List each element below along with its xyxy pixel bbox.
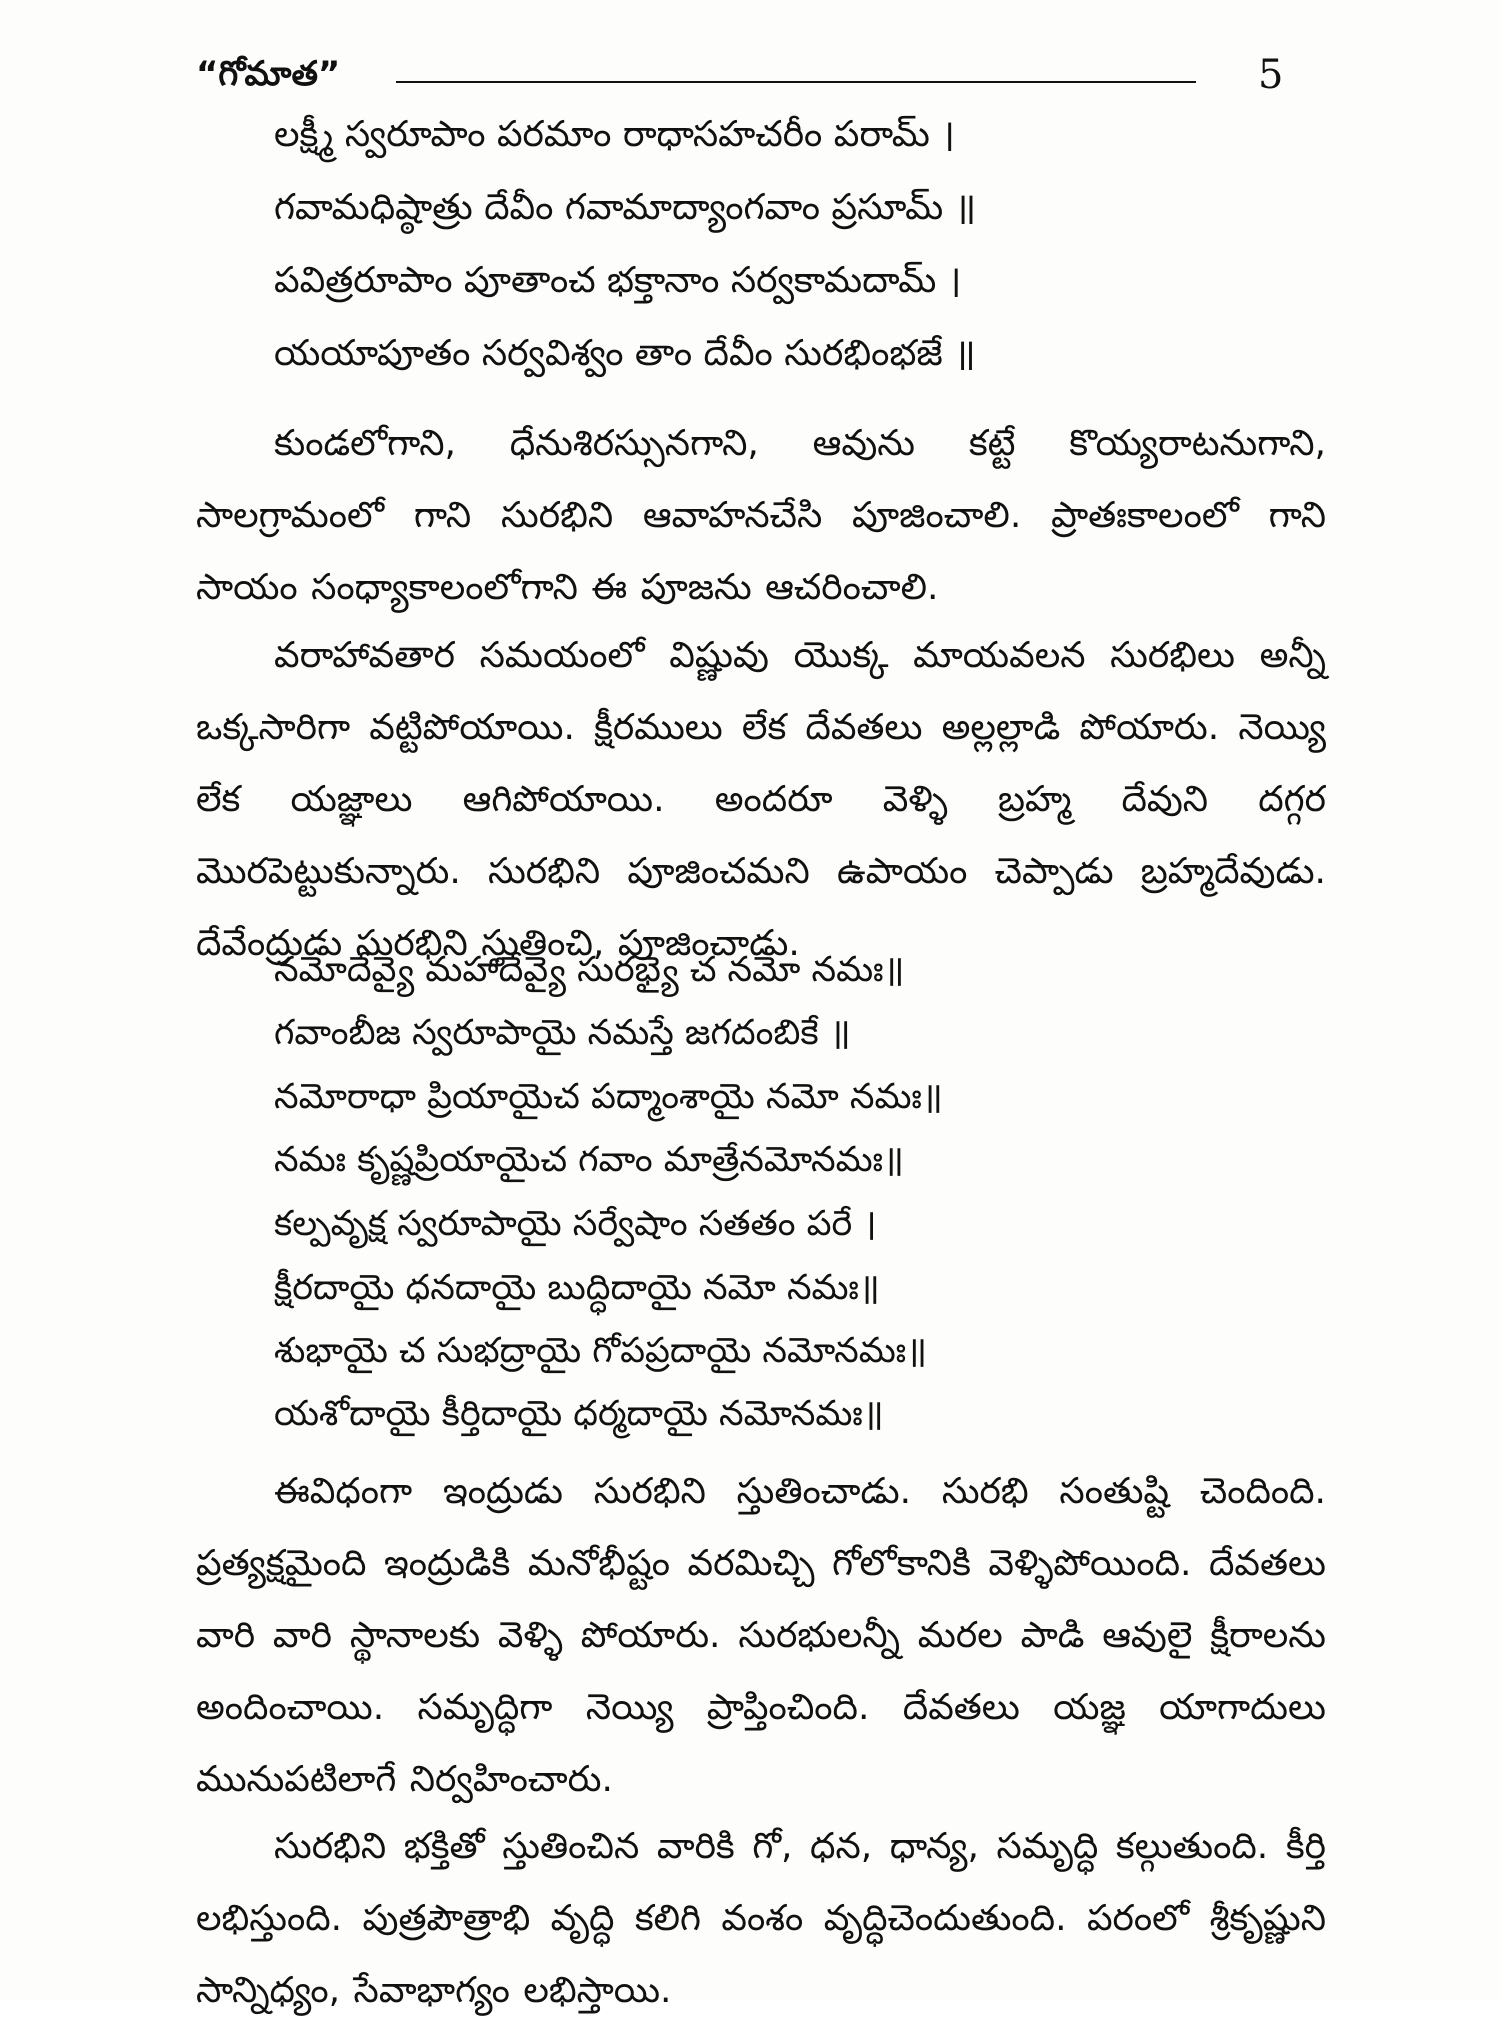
header-rule [396,81,1196,83]
stotram-line: క్షీరదాయై ధనదాయై బుద్ధిదాయై నమో నమః॥ [274,1268,880,1308]
paragraph-varaha-story: వరాహావతార సమయంలో విష్ణువు యొక్క మాయవలన సురభిలు అన్నీ ఒక్కసారిగా వట్టిపోయాయి. క్షీరములు లేక దేవతలు అల్లల్లాడి పోయారు. నెయ్యి లేక యజ్ఞాలు ఆగిపోయాయి. అందరూ వెళ్ళి బ్రహ్మ దేవుని దగ్గర మొరపెట్టుకున్నారు. సురభిని పూజించమని ఉపాయం చెప్పాడు బ్రహ్మదేవుడు. దేవేంద్రుడు సురభిని స్తుతించి, పూజించాడు. [196,635,1327,964]
stotram-line: నమోరాధా ప్రియాయైచ పద్మాంశాయై నమో నమః॥ [274,1077,943,1117]
prose-section-top [196,408,1327,964]
stotram-verses [196,938,1326,1458]
paragraph-benefits: సురభిని భక్తితో స్తుతించిన వారికి గో, ధన, ధాన్య, సమృద్ధి కల్గుతుంది. కీర్తి లభిస్తుంది. పుత్రపౌత్రాభి వృద్ధి కలిగి వంశం వృద్ధిచెందుతుంది. పరంలో శ్రీకృష్ణుని సాన్నిధ్యం, సేవాభాగ్యం లభిస్తాయి. [196,1826,1326,2011]
verse-line: లక్ష్మీ స్వరూపాం పరమాం రాధాసహచరీం పరామ్ । [274,114,955,155]
running-header [196,48,1296,98]
stotram-line: నమః కృష్ణప్రియాయైచ గవాం మాత్రేనమోనమః॥ [274,1140,904,1180]
verse-line: యయాపూతం సర్వవిశ్వం తాం దేవీం సురభింభజే ॥ [274,333,976,374]
stotram-line: శుభాయై చ సుభద్రాయై గోపప్రదాయై నమోనమః॥ [274,1331,928,1371]
stotram-line: కల్పవృక్ష స్వరూపాయై సర్వేషాం సతతం పరే । [274,1204,877,1244]
stotram-line: యశోదాయై కీర్తిదాయై ధర్మదాయై నమోనమః॥ [274,1394,884,1434]
verse-line: పవిత్రరూపాం పూతాంచ భక్తానాం సర్వకామదామ్ । [274,260,962,301]
page-number: 5 [1258,52,1284,98]
paragraph-invocation: కుండలోగాని, ధేనుశిరస్సునగాని, ఆవును కట్టే కొయ్యరాటనుగాని, సాలగ్రామంలో గాని సురభిని ఆవాహనచేసి పూజించాలి. ప్రాతఃకాలంలో గాని సాయం సంధ్యాకాలంలోగాని ఈ పూజను ఆచరించాలి. [196,423,1326,608]
verse-line: గవామధిష్ఠాత్రు దేవీం గవామాద్యాంగవాం ప్రసూమ్ ॥ [274,187,977,228]
prose-section-bottom [196,1456,1326,2011]
book-title: “గోమాత” [196,54,341,94]
stotram-line: నమోదేవ్యై మహాదేవ్యై సురభ్యై చ నమో నమః॥ [274,950,905,990]
intro-verses [196,100,1326,400]
paragraph-indra-praise: ఈవిధంగా ఇంద్రుడు సురభిని స్తుతించాడు. సురభి సంతుష్టి చెందింది. ప్రత్యక్షమైంది ఇంద్రుడికి మనోభీష్టం వరమిచ్చి గోలోకానికి వెళ్ళిపోయింది. దేవతలు వారి వారి స్థానాలకు వెళ్ళి పోయారు. సురభులన్నీ మరల పాడి ఆవులై క్షీరాలను అందించాయి. సమృద్ధిగా నెయ్యి ప్రాప్తించింది. దేవతలు యజ్ఞ యాగాదులు మునుపటిలాగే నిర్వహించారు. [196,1471,1326,1800]
stotram-line: గవాంబీజ స్వరూపాయై నమస్తే జగదంబికే ॥ [274,1013,851,1053]
